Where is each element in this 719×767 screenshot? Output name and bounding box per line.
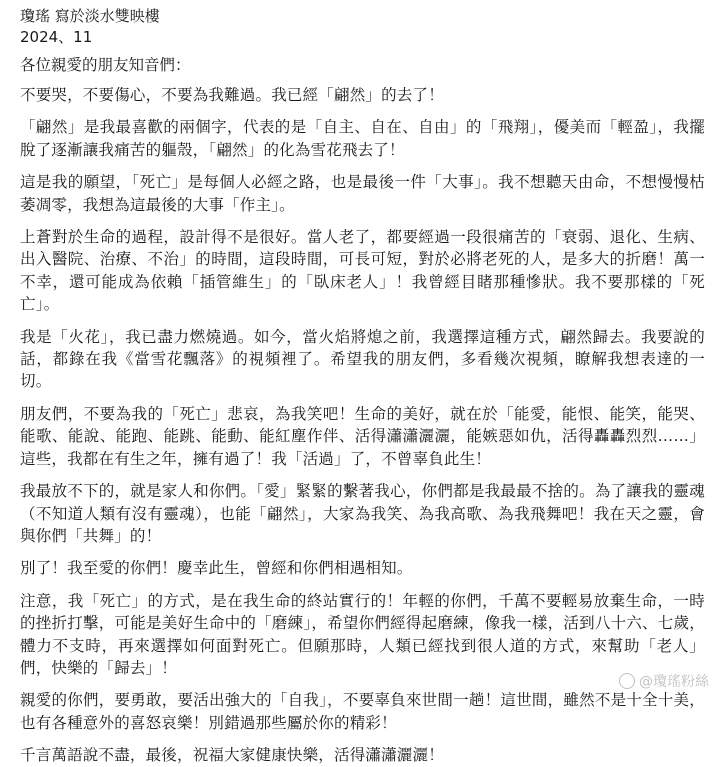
- salutation: 各位親愛的朋友知音們：: [20, 56, 191, 74]
- letter-header: [20, 6, 705, 48]
- paragraph-3: 這是我的願望，「死亡」是每個人必經之路，也是最後一件「大事」。我不想聽天由命，不想慢慢枯萎凋零，我想為這最後的大事「作主」。: [20, 173, 705, 214]
- paragraph-4: 上蒼對於生命的過程，設計得不是很好。當人老了，都要經過一段很痛苦的「衰弱、退化、生病、出入醫院、治療、不治」的時間，這段時間，可長可短，對於必將老死的人，是多大的折磨！萬一不幸，還可能成為依賴「插管維生」的「臥床老人」！我曾經目睹那種慘狀。我不要那樣的「死亡」。: [20, 228, 705, 314]
- paragraph-9: 注意，我「死亡」的方式，是在我生命的終站實行的！年輕的你們，千萬不要輕易放棄生命，一時的挫折打擊，可能是美好生命中的「磨練」，希望你們經得起磨練，像我一樣，活到八十六、七歲，體力不支時，再來選擇如何面對死亡。但願那時，人類已經找到很人道的方式，來幫助「老人」們，快樂的「歸去」！: [20, 591, 705, 677]
- paragraph-11: 千言萬語說不盡，最後，祝福大家健康快樂，活得瀟瀟灑灑！: [20, 746, 444, 765]
- paragraph-6: 朋友們，不要為我的「死亡」悲哀，為我笑吧！生命的美好，就在於「能愛，能恨、能笑，能哭、能歌、能說、能跑、能跳、能動、能紅塵作伴、活得瀟瀟灑灑，能嫉惡如仇，活得轟轟烈烈……」這些，我都在有生之年，擁有過了！我「活過」了，不曾辜負此生！: [20, 404, 705, 468]
- watermark: [619, 671, 709, 691]
- paragraph-2: 「翩然」是我最喜歡的兩個字，代表的是「自主、自在、自由」的「飛翔」，優美而「輕盈」，我擺脫了逐漸讓我痛苦的軀殼，「翩然」的化為雪花飛去了！: [20, 118, 705, 159]
- paragraph-8: 別了！我至愛的你們！慶幸此生，曾經和你們相遇相知。: [20, 559, 413, 578]
- watermark-text: @瓊瑤粉絲: [639, 674, 709, 690]
- paragraph-10: 親愛的你們，要勇敢，要活出強大的「自我」，不要辜負來世間一趟！這世間，雖然不是十全十美，也有各種意外的喜怒哀樂！別錯過那些屬於你的精彩！: [20, 691, 705, 732]
- paragraph-5: 我是「火花」，我已盡力燃燒過。如今，當火焰將熄之前，我選擇這種方式，翩然歸去。我要說的話，都錄在我《當雪花飄落》的視頻裡了。希望我的朋友們，多看幾次視頻，瞭解我想表達的一切。: [20, 327, 705, 391]
- author-line: 瓊瑤 寫於淡水雙映樓: [20, 7, 160, 25]
- paragraph-1: 不要哭，不要傷心，不要為我難過。我已經「翩然」的去了！: [20, 86, 444, 104]
- paragraph-7: 我最放不下的，就是家人和你們。「愛」緊緊的繫著我心，你們都是我最最不捨的。為了讓我的靈魂（不知道人類有沒有靈魂），也能「翩然」，大家為我笑、為我高歌、為我飛舞吧！我在天之靈，會與你們「共舞」的！: [20, 482, 705, 545]
- watermark-logo-icon: [619, 673, 635, 689]
- date-line: 2024、11: [20, 28, 93, 46]
